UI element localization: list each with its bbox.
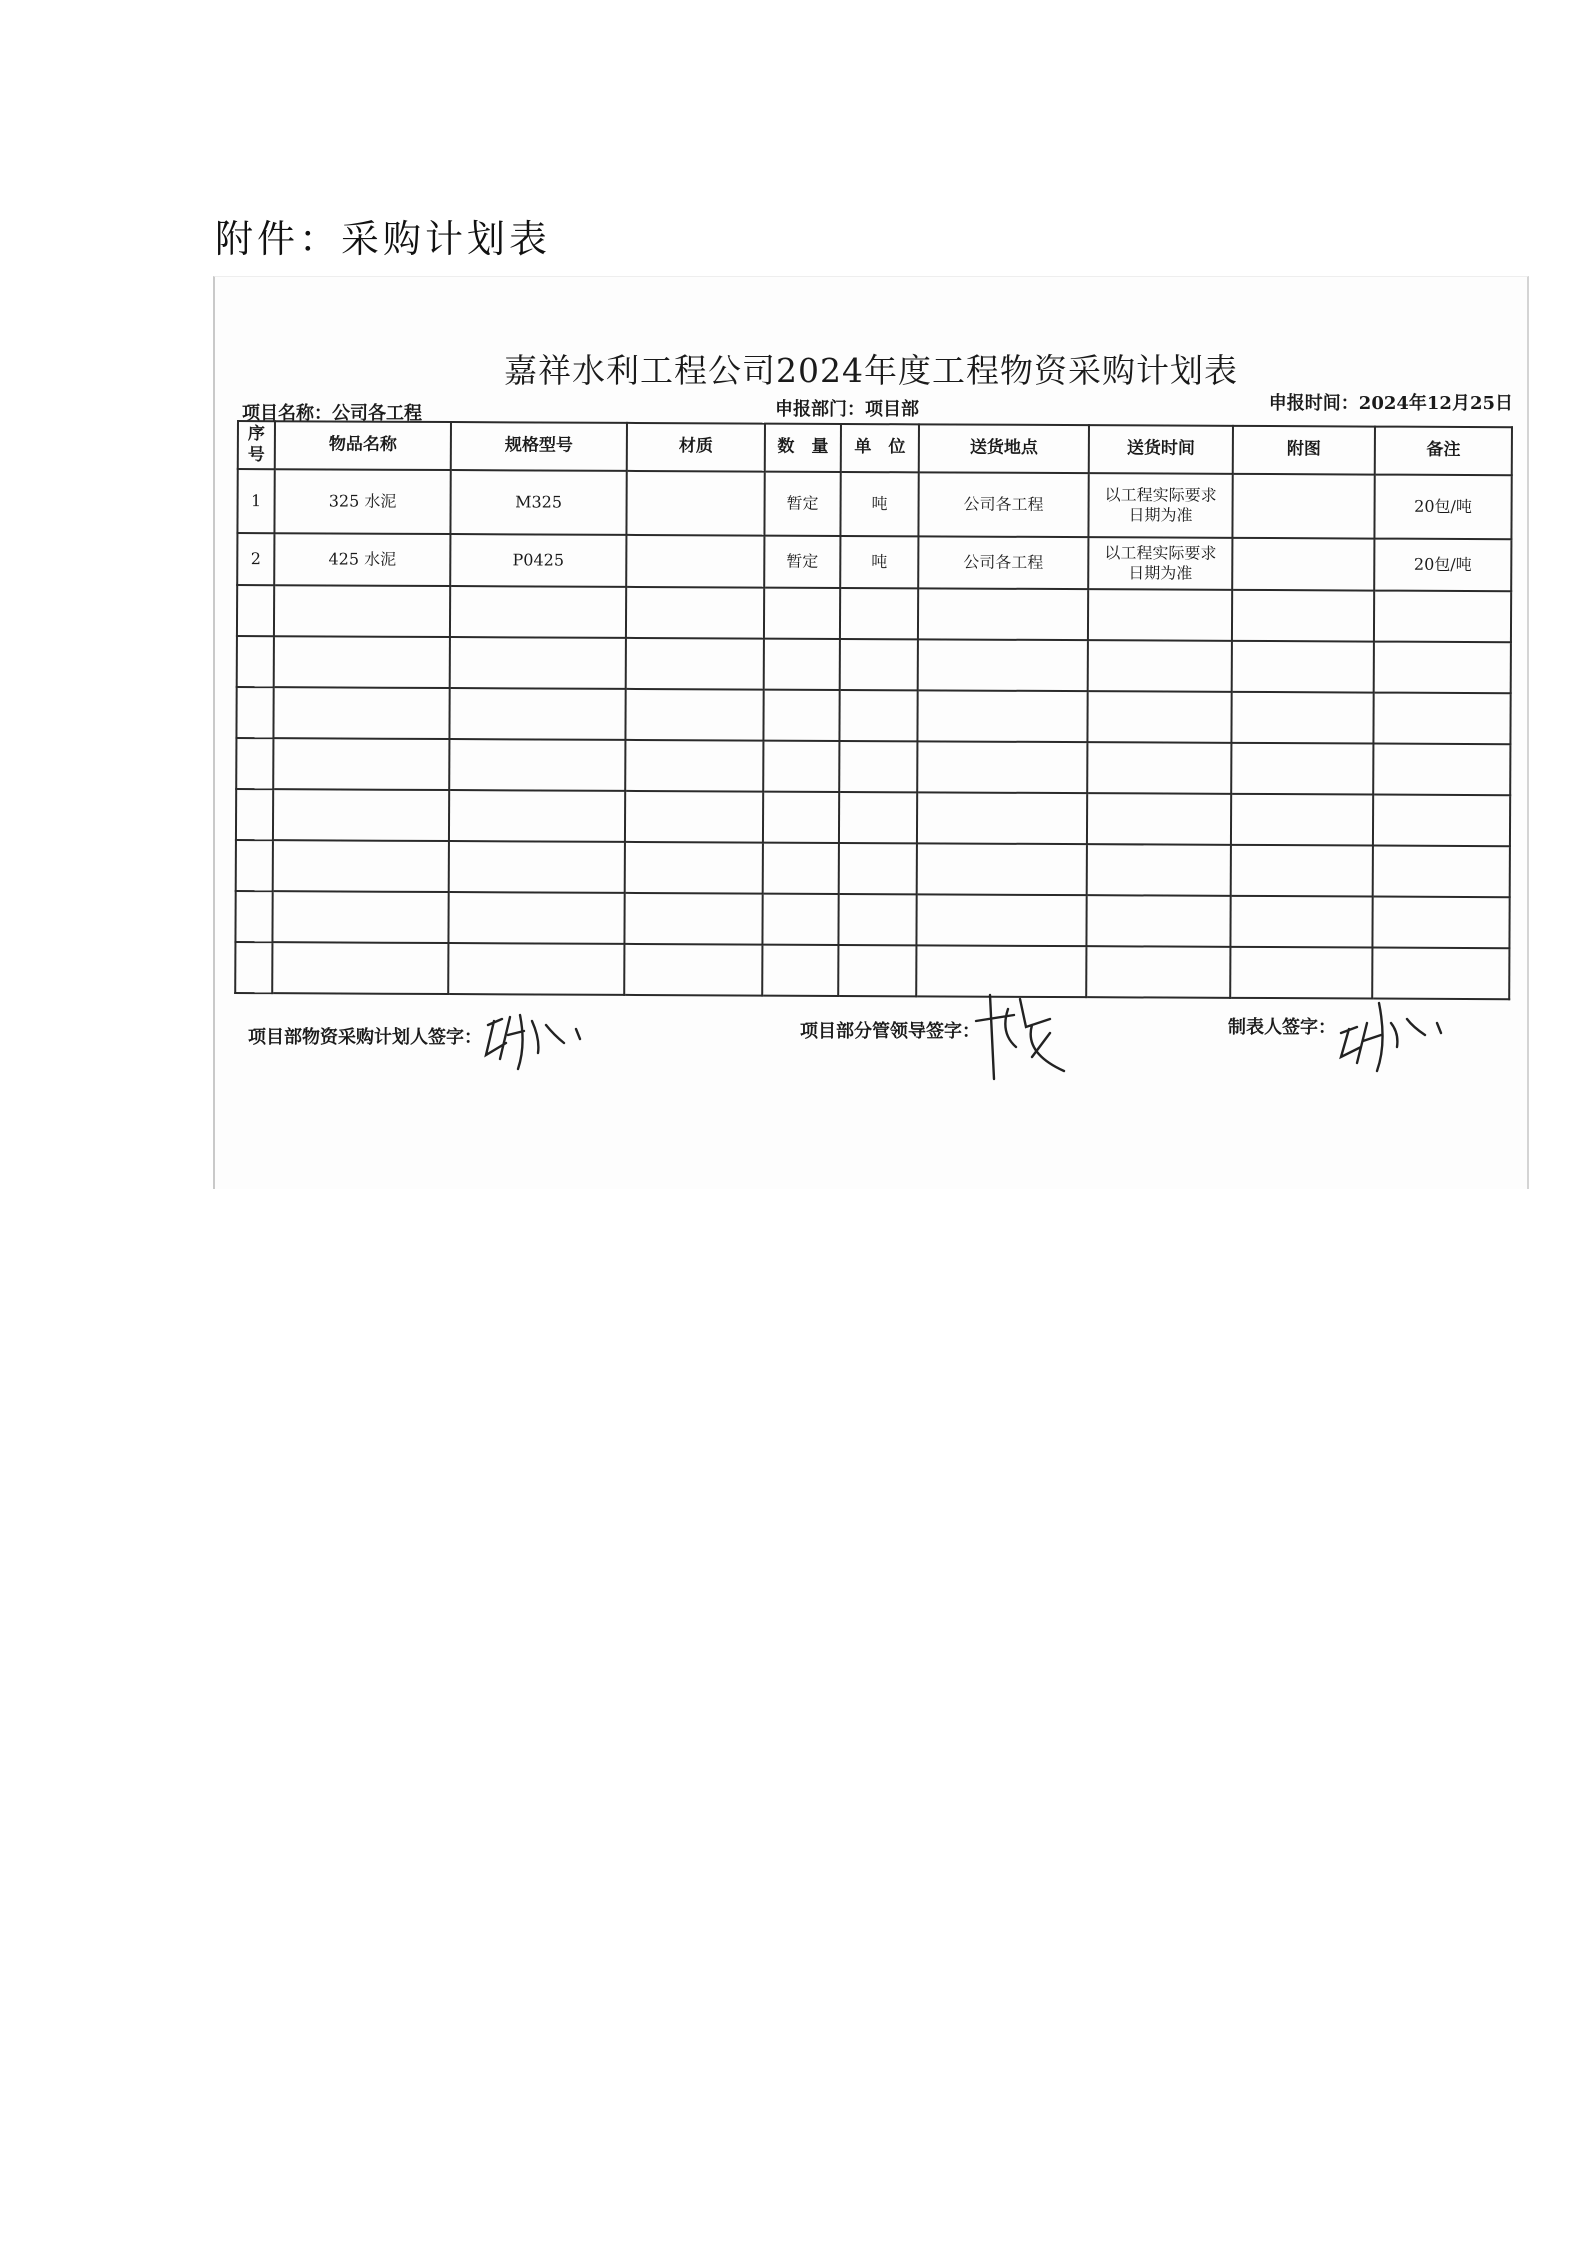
cell-drawing — [1232, 538, 1374, 591]
cell-material — [626, 535, 764, 588]
header-delivery-time: 送货时间 — [1089, 425, 1233, 474]
delivery-time-line-2: 日期为准 — [1128, 563, 1193, 583]
empty-cell — [624, 893, 762, 945]
table-row — [237, 533, 1511, 591]
empty-table-row — [235, 942, 1509, 999]
cell-unit: 吨 — [840, 472, 918, 536]
empty-cell — [449, 841, 625, 893]
header-no: 序号 — [238, 421, 275, 469]
empty-cell — [764, 639, 840, 690]
header-remark: 备注 — [1375, 427, 1512, 476]
cell-delivery-time — [1088, 473, 1232, 538]
empty-cell — [450, 637, 626, 689]
cell-quantity: 暂定 — [764, 472, 840, 536]
attachment-title: 附件：采购计划表 — [215, 217, 552, 261]
empty-cell — [839, 843, 917, 894]
table-row — [237, 469, 1511, 539]
cell-remark: 20包/吨 — [1374, 539, 1511, 592]
empty-cell — [235, 942, 272, 993]
cell-item-name: 425 水泥 — [274, 533, 450, 586]
scanned-procurement-form — [213, 276, 1529, 1189]
form-title: 嘉祥水利工程公司2024年度工程物资采购计划表 — [504, 351, 1238, 390]
empty-cell — [626, 638, 764, 690]
plan-signer-label: 项目部物资采购计划人签字： — [248, 1027, 482, 1048]
leader-signer-label: 项目部分管领导签字： — [800, 1021, 980, 1042]
empty-cell — [624, 944, 762, 996]
empty-cell — [448, 892, 624, 944]
empty-cell — [1374, 591, 1511, 643]
delivery-time-line-2: 日期为准 — [1128, 505, 1193, 525]
handwritten-signature-form-maker — [1333, 983, 1473, 1073]
header-item-name: 物品名称 — [275, 421, 451, 470]
delivery-time-line-1: 以工程实际要求 — [1104, 543, 1217, 563]
empty-cell — [839, 741, 917, 792]
empty-cell — [237, 636, 274, 687]
empty-cell — [625, 740, 763, 792]
cell-delivery-time — [1088, 537, 1232, 590]
empty-cell — [917, 690, 1087, 742]
empty-cell — [625, 842, 763, 894]
cell-no: 1 — [237, 469, 274, 533]
empty-cell — [1230, 896, 1372, 948]
empty-cell — [918, 639, 1088, 691]
empty-cell — [1374, 642, 1511, 694]
empty-cell — [1232, 641, 1374, 693]
empty-cell — [1231, 692, 1373, 744]
empty-cell — [838, 894, 916, 945]
cell-quantity: 暂定 — [764, 536, 840, 588]
empty-cell — [1087, 793, 1231, 845]
handwritten-signature-plan — [480, 995, 610, 1075]
empty-cell — [1088, 640, 1232, 692]
empty-cell — [764, 588, 840, 639]
empty-cell — [272, 891, 448, 943]
empty-cell — [1372, 897, 1509, 949]
empty-cell — [1232, 590, 1374, 642]
cell-spec: P0425 — [450, 534, 626, 587]
empty-cell — [273, 738, 449, 790]
empty-cell — [839, 690, 917, 741]
empty-cell — [840, 639, 918, 690]
empty-cell — [1231, 743, 1373, 795]
empty-cell — [625, 689, 763, 741]
empty-cell — [273, 840, 449, 892]
empty-cell — [235, 891, 272, 942]
empty-cell — [1231, 845, 1373, 897]
header-unit: 单 位 — [841, 424, 919, 472]
reporting-department: 申报部门：项目部 — [775, 399, 919, 420]
empty-cell — [1087, 844, 1231, 896]
cell-drawing — [1232, 474, 1374, 539]
empty-cell — [450, 586, 626, 638]
empty-table-row — [237, 585, 1511, 642]
empty-cell — [1373, 846, 1510, 898]
empty-cell — [237, 585, 274, 636]
cell-item-name: 325 水泥 — [274, 469, 450, 534]
empty-cell — [1087, 742, 1231, 794]
empty-cell — [236, 840, 273, 891]
empty-cell — [762, 894, 838, 945]
empty-cell — [626, 587, 764, 639]
empty-table-row — [235, 891, 1509, 948]
empty-cell — [763, 690, 839, 741]
empty-table-row — [236, 840, 1510, 897]
empty-cell — [917, 792, 1087, 844]
table-header-row — [238, 421, 1512, 475]
header-delivery-location: 送货地点 — [919, 424, 1089, 473]
empty-cell — [916, 894, 1086, 946]
empty-cell — [838, 945, 916, 996]
empty-cell — [272, 942, 448, 994]
empty-cell — [917, 741, 1087, 793]
empty-cell — [625, 791, 763, 843]
empty-table-row — [236, 738, 1510, 795]
empty-cell — [236, 789, 273, 840]
cell-material — [626, 471, 764, 536]
cell-delivery-location: 公司各工程 — [918, 536, 1088, 589]
procurement-plan-table — [234, 420, 1513, 1000]
empty-cell — [918, 588, 1088, 640]
empty-cell — [839, 792, 917, 843]
cell-spec: M325 — [450, 470, 626, 535]
empty-cell — [762, 945, 838, 996]
empty-cell — [449, 688, 625, 740]
header-drawing: 附图 — [1233, 426, 1375, 475]
empty-cell — [1086, 895, 1230, 947]
empty-cell — [763, 843, 839, 894]
empty-cell — [273, 687, 449, 739]
cell-no: 2 — [237, 533, 274, 585]
empty-cell — [449, 790, 625, 842]
delivery-time-line-1: 以工程实际要求 — [1104, 485, 1217, 505]
empty-cell — [449, 739, 625, 791]
empty-cell — [1088, 589, 1232, 641]
empty-cell — [1373, 693, 1510, 745]
empty-table-row — [237, 636, 1511, 693]
header-spec: 规格型号 — [451, 422, 627, 471]
cell-unit: 吨 — [840, 536, 918, 588]
empty-cell — [1086, 946, 1230, 998]
empty-cell — [763, 792, 839, 843]
empty-cell — [840, 588, 918, 639]
empty-cell — [273, 789, 449, 841]
empty-cell — [236, 687, 273, 738]
empty-cell — [1373, 795, 1510, 847]
empty-cell — [448, 943, 624, 995]
header-material: 材质 — [627, 423, 765, 472]
empty-cell — [236, 738, 273, 789]
empty-cell — [1231, 794, 1373, 846]
cell-remark: 20包/吨 — [1374, 475, 1511, 540]
empty-cell — [1373, 744, 1510, 796]
report-date: 申报时间：2024年12月25日 — [1268, 393, 1513, 414]
cell-delivery-location: 公司各工程 — [918, 472, 1088, 537]
empty-cell — [274, 636, 450, 688]
form-maker-label: 制表人签字： — [1228, 1017, 1336, 1038]
empty-table-row — [236, 687, 1510, 744]
empty-cell — [763, 741, 839, 792]
header-quantity: 数 量 — [765, 424, 841, 472]
handwritten-signature-leader — [970, 987, 1090, 1087]
empty-cell — [917, 843, 1087, 895]
project-name: 项目名称：公司各工程 — [242, 403, 422, 424]
empty-table-row — [236, 789, 1510, 846]
empty-cell — [1087, 691, 1231, 743]
empty-cell — [274, 585, 450, 637]
